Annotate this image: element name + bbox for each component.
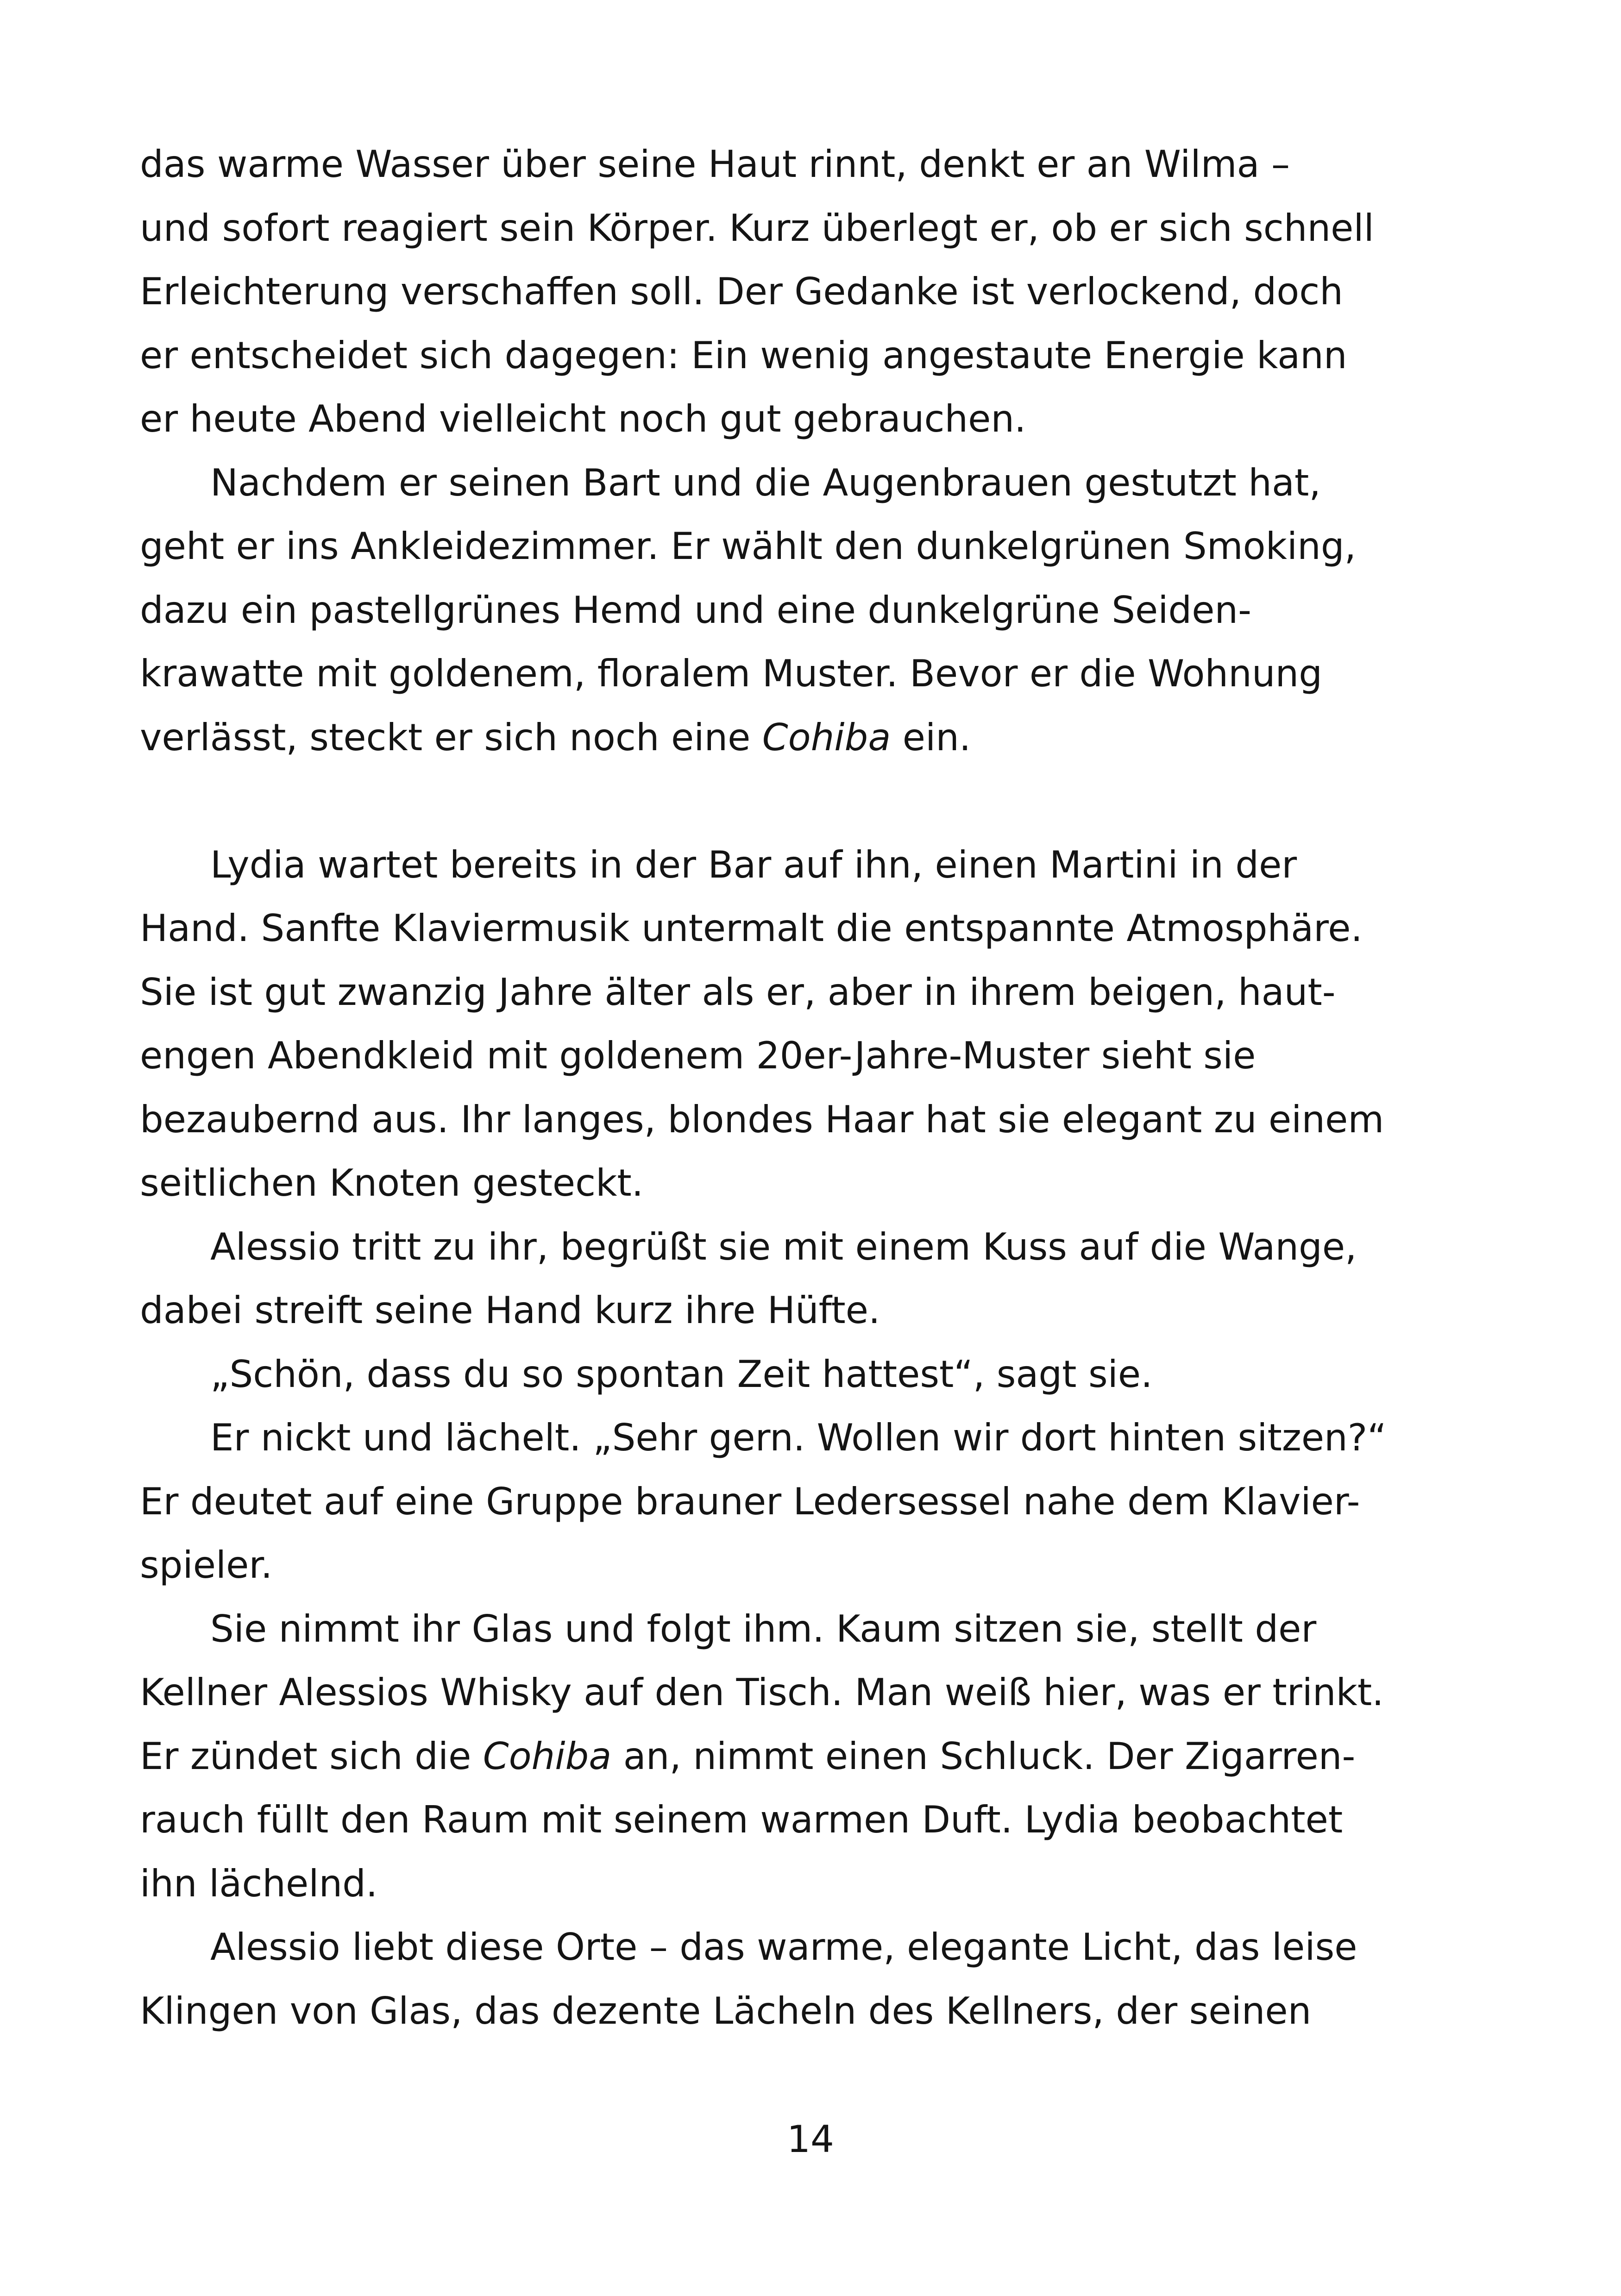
text-line [140,651,1322,697]
text-line [140,587,1251,634]
text-line [140,715,971,761]
text-line [140,1861,377,1907]
text-line-content: das warme Wasser über seine Haut rinnt, denkt er an Wilma – [140,143,1290,186]
text-line-content: Er nickt und lächelt. „Sehr gern. Wollen wir dort hinten sitzen?“ [210,1416,1387,1459]
text-line [210,460,1321,506]
text-line-continuation: an, nimmt einen Schluck. Der Zigarren- [611,1734,1356,1778]
text-line-content: Kellner Alessios Whisky auf den Tisch. Man weiß hier, was er trinkt. [140,1671,1384,1714]
text-line [210,1415,1387,1461]
text-line [140,523,1356,570]
text-line-content: verlässt, steckt er sich noch eine [140,715,762,759]
text-line-content: „Schön, dass du so spontan Zeit hattest“, sagt sie. [210,1352,1153,1396]
text-line [140,332,1347,379]
text-line-content: Sie nimmt ihr Glas und folgt ihm. Kaum sitzen sie, stellt der [210,1607,1317,1650]
text-line-content: dabei streift seine Hand kurz ihre Hüfte. [140,1289,880,1332]
text-line-content: geht er ins Ankleidezimmer. Er wählt den dunkelgrünen Smoking, [140,525,1357,568]
text-line [140,141,1290,188]
text-line [210,1351,1153,1398]
text-line-content: rauch füllt den Raum mit seinem warmen Duft. Lydia beobachtet [140,1798,1343,1841]
text-line-content: ihn lächelnd. [140,1862,378,1905]
text-line-content: krawatte mit goldenem, floralem Muster. Bevor er die Wohnung [140,652,1323,695]
text-line [140,1797,1343,1843]
italic-word: Cohiba [762,715,891,759]
text-line [140,1097,1384,1143]
text-line-content: Er zündet sich die [140,1734,483,1778]
text-line-content: Erleichterung verschaffen soll. Der Gedanke ist verlockend, doch [140,270,1343,313]
text-line [210,842,1297,888]
text-line [140,1479,1360,1525]
text-line-content: er entscheidet sich dagegen: Ein wenig angestaute Energie kann [140,333,1347,377]
text-line-content: bezaubernd aus. Ihr langes, blondes Haar hat sie elegant zu einem [140,1098,1384,1141]
text-line [140,1669,1384,1716]
text-line [210,1224,1357,1270]
text-line [140,1287,880,1334]
text-line [140,1542,272,1588]
text-line-content: Alessio tritt zu ihr, begrüßt sie mit einem Kuss auf die Wange, [210,1225,1357,1268]
text-line [140,905,1363,952]
text-line [140,205,1374,251]
text-line-content: engen Abendkleid mit goldenem 20er-Jahre-Muster sieht sie [140,1034,1256,1077]
text-line-content: er heute Abend vielleicht noch gut gebrauchen. [140,397,1026,440]
text-line-content: dazu ein pastellgrünes Hemd und eine dunkelgrüne Seiden- [140,588,1251,632]
text-line-content: seitlichen Knoten gesteckt. [140,1161,644,1204]
text-line [140,269,1343,315]
text-line-content: Nachdem er seinen Bart und die Augenbrauen gestutzt hat, [210,461,1321,504]
text-line-content: Sie ist gut zwanzig Jahre älter als er, aber in ihrem beigen, haut- [140,970,1336,1014]
text-line [140,969,1336,1016]
text-line-content: Lydia wartet bereits in der Bar auf ihn, einen Martini in der [210,843,1297,886]
text-line [140,1160,643,1206]
italic-word: Cohiba [483,1734,612,1778]
text-line [210,1606,1316,1652]
text-line-content: und sofort reagiert sein Körper. Kurz überlegt er, ob er sich schnell [140,206,1374,250]
text-line-content: Klingen von Glas, das dezente Lächeln des Kellners, der seinen [140,1989,1312,2033]
text-line [210,1924,1357,1970]
text-line [140,1733,1355,1780]
text-line-content: Er deutet auf eine Gruppe brauner Ledersessel nahe dem Klavier- [140,1480,1360,1523]
text-line-continuation: ein. [891,715,971,759]
text-line [140,1988,1311,2034]
page-number: 14 [787,2118,834,2161]
text-line [140,396,1026,442]
text-line-content: spieler. [140,1543,273,1587]
text-line-content: Hand. Sanfte Klaviermusik untermalt die entspannte Atmosphäre. [140,907,1363,950]
text-line-content: Alessio liebt diese Orte – das warme, elegante Licht, das leise [210,1926,1357,1969]
text-line [140,1033,1256,1079]
